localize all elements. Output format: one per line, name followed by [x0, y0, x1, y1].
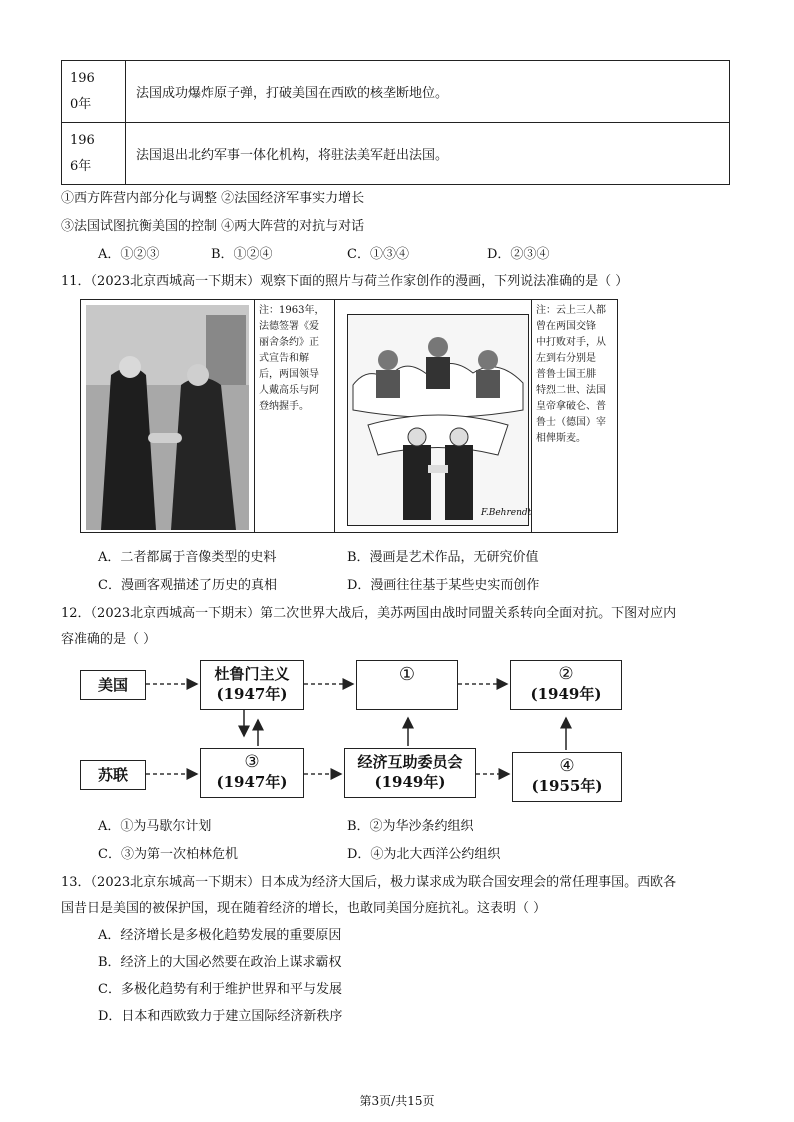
box-4: ④ (1955年)	[512, 752, 622, 802]
q12-stem-2: 容准确的是（ ）	[61, 632, 157, 647]
q12-option-c[interactable]: C．③为第一次柏林危机	[98, 847, 238, 862]
usa-box: 美国	[80, 670, 146, 700]
q10-statements-1: ①西方阵营内部分化与调整 ②法国经济军事实力增长	[61, 191, 365, 206]
q13-option-b[interactable]: B．经济上的大国必然要在政治上谋求霸权	[98, 955, 342, 970]
q12-option-a[interactable]: A．①为马歇尔计划	[98, 819, 212, 834]
ussr-box: 苏联	[80, 760, 146, 790]
cartoon-signature: F.Behrendt	[481, 508, 532, 518]
q10-statements-2: ③法国试图抗衡美国的控制 ④两大阵营的对抗与对话	[61, 219, 365, 234]
q13-option-a[interactable]: A．经济增长是多极化趋势发展的重要原因	[98, 928, 342, 943]
table-text-cell: 法国退出北约军事一体化机构，将驻法美军赶出法国。	[126, 123, 730, 185]
q10-option-a[interactable]: A．①②③	[98, 247, 160, 262]
q11-option-c[interactable]: C．漫画客观描述了历史的真相	[98, 578, 277, 593]
page-footer: 第3页/共15页	[359, 1094, 435, 1108]
q11-option-b[interactable]: B．漫画是艺术作品，无研究价值	[347, 550, 539, 565]
box-3: ③ (1947年)	[200, 748, 304, 798]
table-year-cell: 1966年	[62, 123, 126, 185]
box-1: ①	[356, 660, 458, 710]
box-2: ② (1949年)	[510, 660, 622, 710]
q13-stem-2: 国昔日是美国的被保护国，现在随着经济的增长，也敢同美国分庭抗礼。这表明（ ）	[61, 901, 547, 916]
q11-stem: 11．（2023北京西城高一下期末）观察下面的照片与荷兰作家创作的漫画，下列说法准确的是（ ）	[61, 274, 629, 289]
q12-option-b[interactable]: B．②为华沙条约组织	[347, 819, 474, 834]
q11-option-a[interactable]: A．二者都属于音像类型的史料	[98, 550, 277, 565]
photo-note: 注：1963年， 法德签署《爱 丽舍条约》正 式宣告和解 后，两国领导 人戴高乐与阿 登纳握手。	[259, 305, 325, 412]
comecon-box: 经济互助委员会 (1949年)	[344, 748, 476, 798]
q13-option-d[interactable]: D．日本和西欧致力于建立国际经济新秩序	[98, 1009, 343, 1024]
q10-option-c[interactable]: C．①③④	[347, 247, 409, 262]
q13-stem: 13．（2023北京东城高一下期末）日本成为经济大国后，极力谋求成为联合国安理会的常任理事国。西欧各	[61, 875, 677, 890]
q10-option-d[interactable]: D．②③④	[487, 247, 550, 262]
table-year-cell: 1960年	[62, 61, 126, 123]
q12-stem: 12．（2023北京西城高一下期末）第二次世界大战后，美苏两国由战时同盟关系转向全面对抗。下图对应内	[61, 606, 677, 621]
truman-doctrine-box: 杜鲁门主义 (1947年)	[200, 660, 304, 710]
cartoon-note: 注：云上三人都 曾在两国交锋 中打败对手，从 左到右分别是 普鲁士国王腓 特烈二世、法国 皇帝拿破仑、普 鲁士（德国）宰 相俾斯麦。	[536, 305, 606, 444]
q10-option-b[interactable]: B．①②④	[211, 247, 273, 262]
q12-option-d[interactable]: D．④为北大西洋公约组织	[347, 847, 501, 862]
q13-option-c[interactable]: C．多极化趋势有利于维护世界和平与发展	[98, 982, 342, 997]
table-text-cell: 法国成功爆炸原子弹，打破美国在西欧的核垄断地位。	[126, 61, 730, 123]
q11-option-d[interactable]: D．漫画往往基于某些史实而创作	[347, 578, 540, 593]
